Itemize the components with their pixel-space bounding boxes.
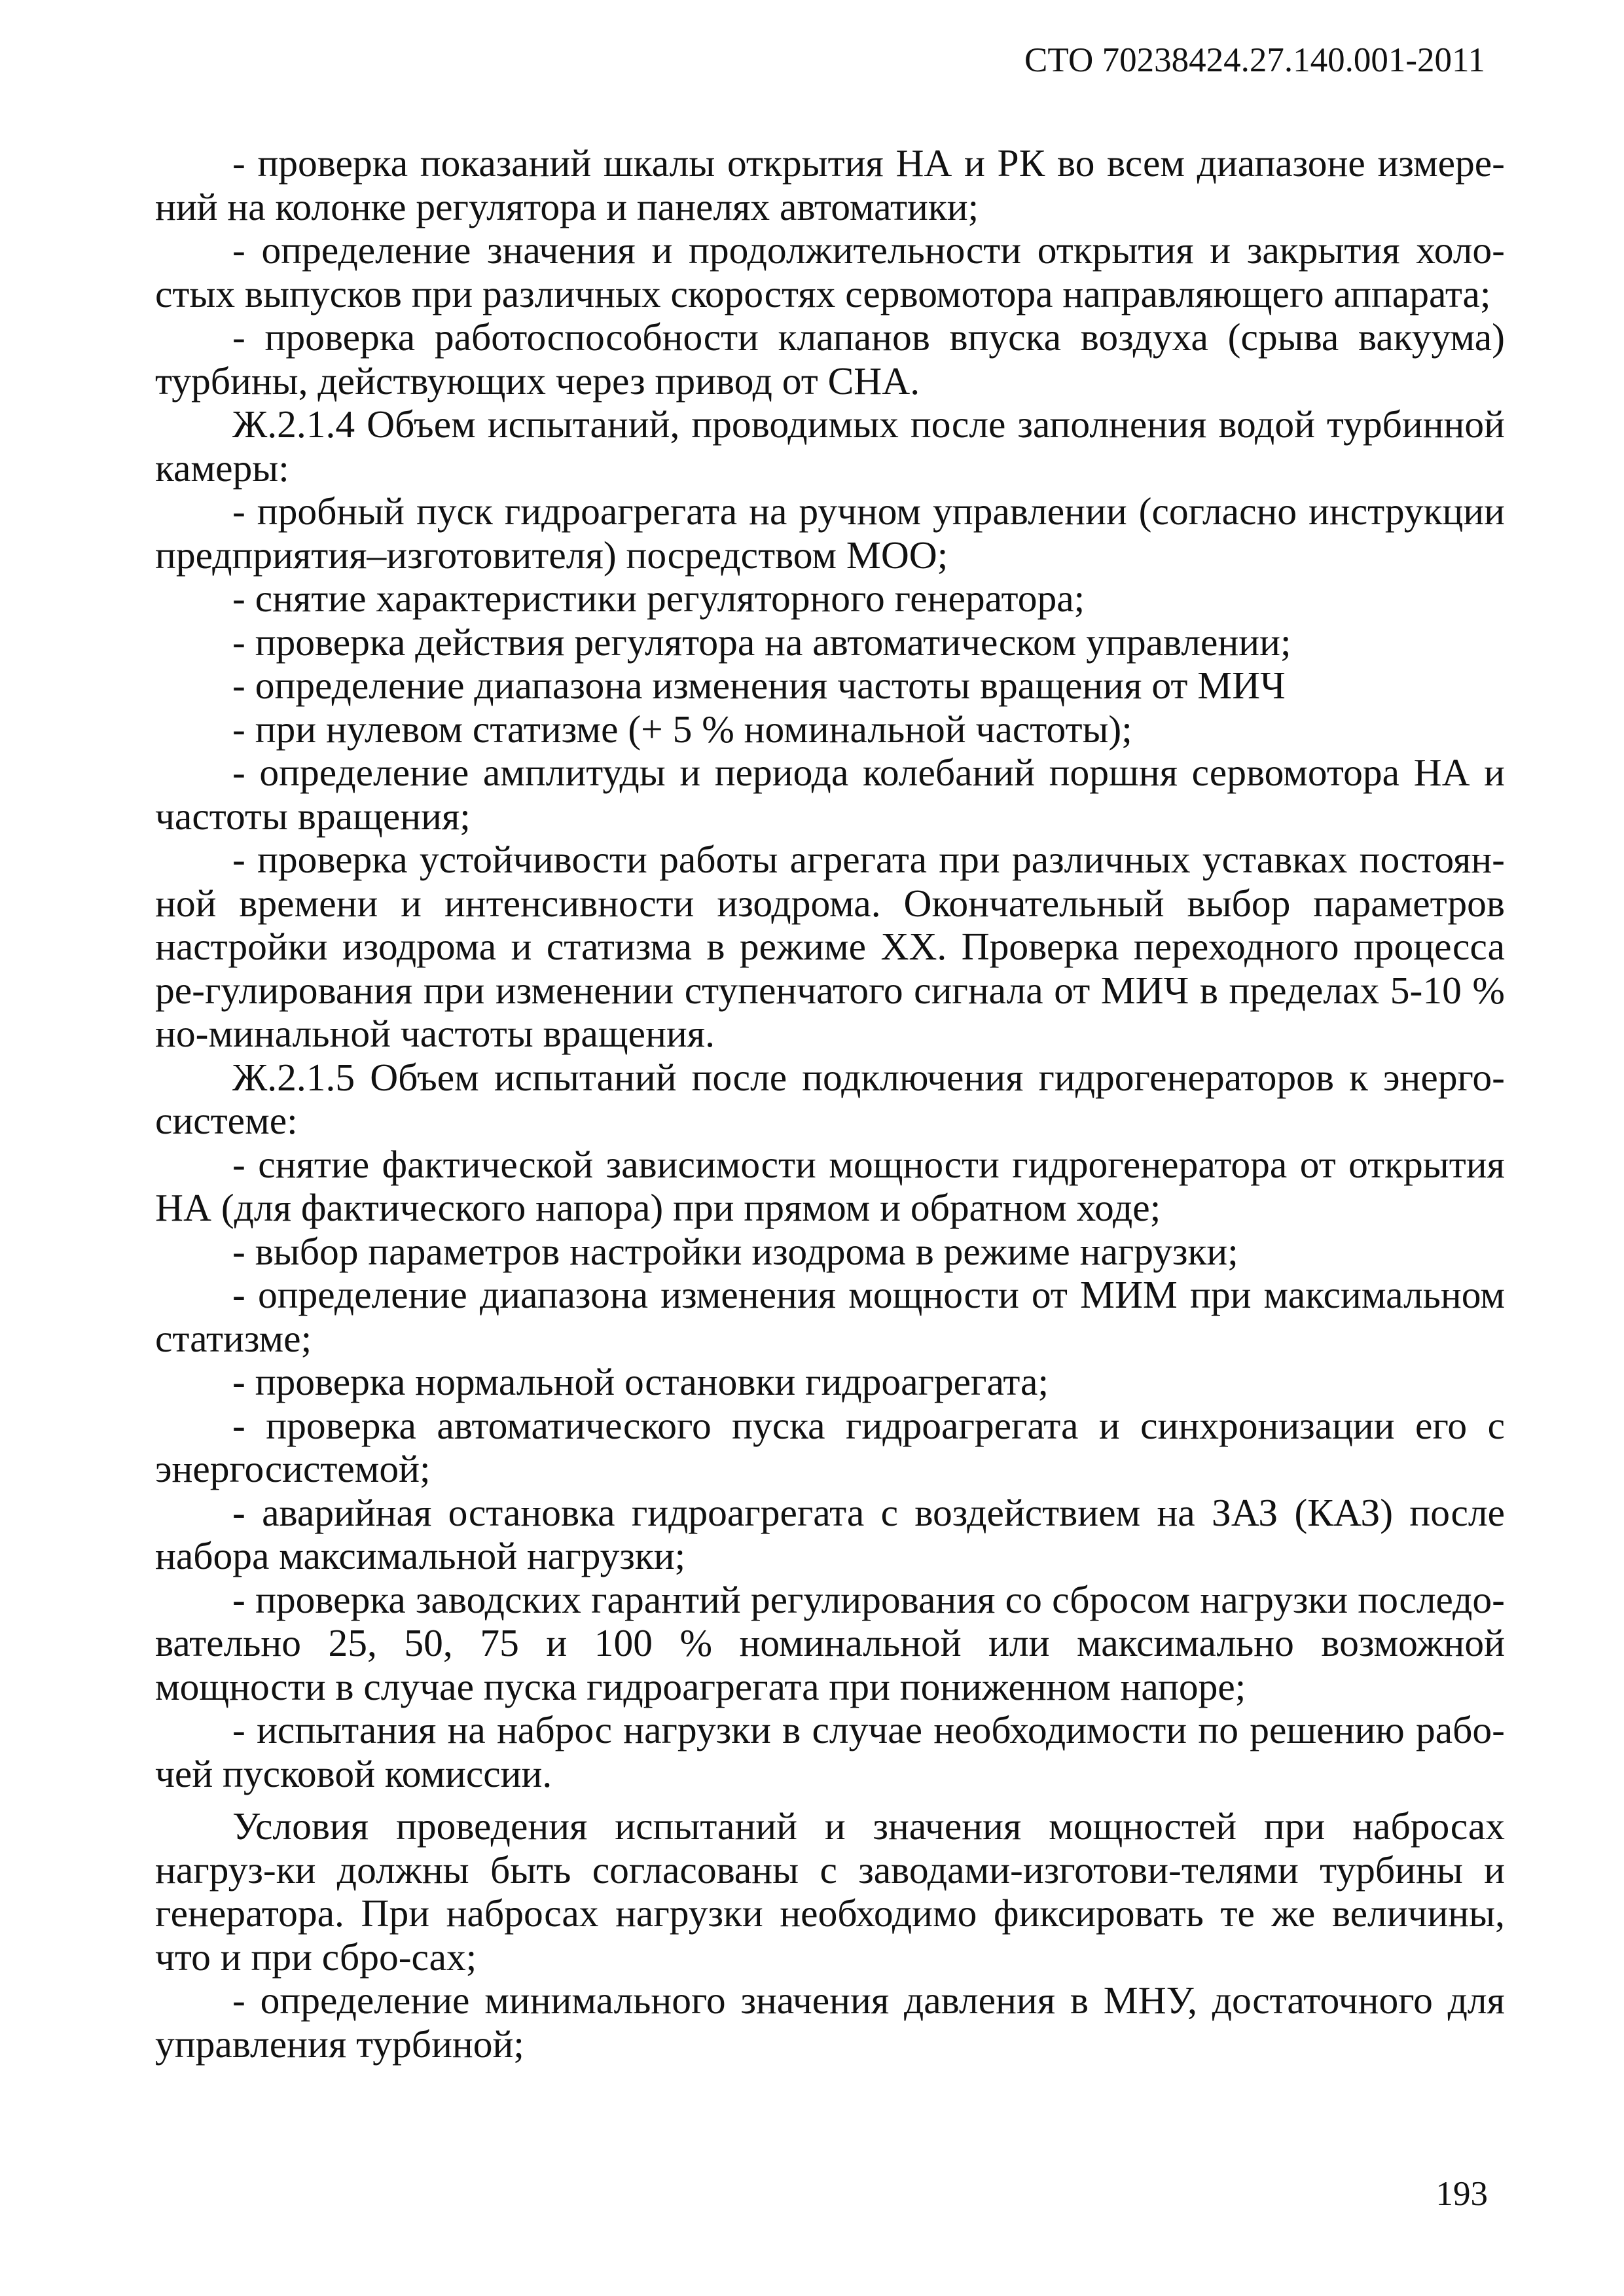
paragraph-power-dependence: - снятие фактической зависимости мощности гидрогенератора от открытия НА (для фактического напора) при прямом и обратном ходе;: [155, 1142, 1505, 1229]
paragraph-load-rejection: - проверка заводских гарантий регулирования со сбросом нагрузки последо-вательно 25, 50, 75 и 100 % номинальной или максимально возможной мощности в случае пуска гидроагрегата при пониженном напоре;: [155, 1577, 1505, 1708]
paragraph-trial-start: - пробный пуск гидроагрегата на ручном управлении (согласно инструкции предприятия–изготовителя) посредством МОО;: [155, 490, 1505, 577]
paragraph-min-pressure: - определение минимального значения давления в МНУ, достаточного для управления турбиной;: [155, 1979, 1505, 2066]
paragraph-stability: - проверка устойчивости работы агрегата при различных уставках постоян-ной времени и интенсивности изодрома. Окончательный выбор параметров настройки изодрома и статизма в режиме ХХ. Проверка переходного процесса ре-гулирования при изменении ступенчатого сигнала от МИЧ в пределах 5-10 % но-минальной частоты вращения.: [155, 838, 1505, 1055]
paragraph-auto-start: - проверка автоматического пуска гидроагрегата и синхронизации его с энергосистемой;: [155, 1403, 1505, 1490]
paragraph-normal-stop: - проверка нормальной остановки гидроагрегата;: [232, 1360, 1049, 1403]
paragraph-idle-outlets: - определение значения и продолжительности открытия и закрытия холо-стых выпусков при различных скоростях сервомотора направляющего аппарата;: [155, 228, 1505, 315]
document-code-header: СТО 70238424.27.140.001-2011: [1024, 41, 1485, 79]
paragraph-air-valves: - проверка работоспособности клапанов впуска воздуха (срыва вакуума) турбины, действующих через привод от СНА.: [155, 315, 1505, 403]
document-body: [155, 141, 1505, 2066]
paragraph-frequency-range: - определение диапазона изменения частоты вращения от МИЧ: [232, 664, 1286, 707]
section-heading-zh-2-1-5: Ж.2.1.5 Объем испытаний после подключения гидрогенераторов к энерго-системе:: [155, 1055, 1505, 1142]
section-heading-zh-2-1-4: Ж.2.1.4 Объем испытаний, проводимых после заполнения водой турбинной камеры:: [155, 403, 1505, 490]
paragraph-emergency-stop: - аварийная остановка гидроагрегата с воздействием на ЗАЗ (КАЗ) после набора максимальной нагрузки;: [155, 1490, 1505, 1577]
paragraph-generator-characteristic: - снятие характеристики регуляторного генератора;: [232, 577, 1085, 620]
paragraph-oscillation: - определение амплитуды и периода колебаний поршня сервомотора НА и частоты вращения;: [155, 751, 1505, 838]
paragraph-test-conditions: Условия проведения испытаний и значения мощностей при набросах нагруз-ки должны быть согласованы с заводами-изготови-телями турбины и генератора. При набросах нагрузки необходимо фиксировать те же величины, что и при сбро-сах;: [155, 1804, 1505, 1979]
paragraph-regulator-auto: - проверка действия регулятора на автоматическом управлении;: [232, 620, 1291, 664]
paragraph-power-range: - определение диапазона изменения мощности от МИМ при максимальном статизме;: [155, 1273, 1505, 1360]
paragraph-isodrome-load: - выбор параметров настройки изодрома в режиме нагрузки;: [232, 1229, 1238, 1273]
paragraph-load-acceptance: - испытания на наброс нагрузки в случае необходимости по решению рабо-чей пусковой комиссии.: [155, 1708, 1505, 1795]
paragraph-scale-check: - проверка показаний шкалы открытия НА и РК во всем диапазоне измере-ний на колонке регулятора и панелях автоматики;: [155, 141, 1505, 228]
paragraph-zero-droop: - при нулевом статизме (+ 5 % номинальной частоты);: [232, 707, 1132, 751]
page-number: 193: [1435, 2175, 1488, 2213]
